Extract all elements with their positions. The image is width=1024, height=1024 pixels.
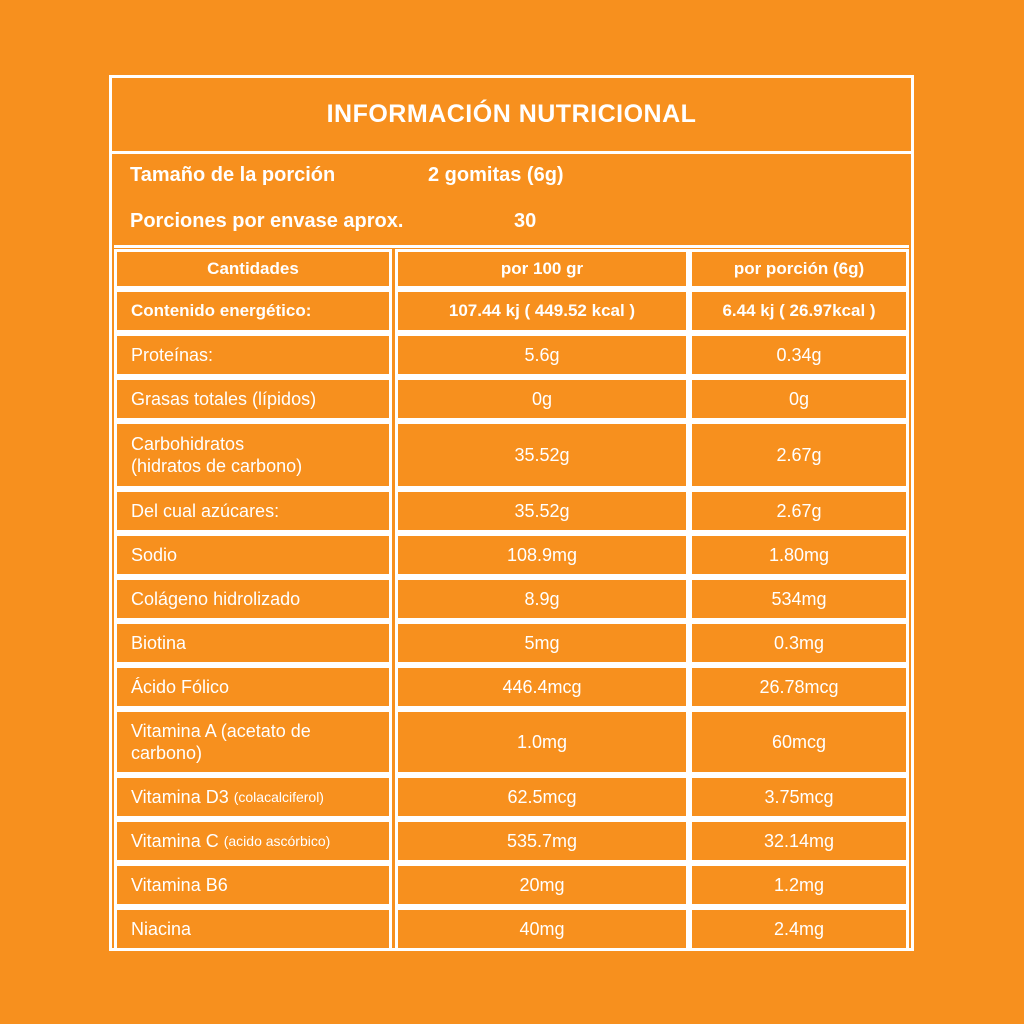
nutrient-label	[114, 621, 392, 665]
nutrient-label-text: Ácido Fólico	[131, 676, 230, 697]
nutrient-per-serving: 2.67g	[689, 489, 909, 533]
serving-info	[114, 154, 909, 248]
nutrient-label-text: Vitamina B6	[131, 874, 228, 895]
nutrient-per-100g: 35.52g	[395, 421, 689, 489]
nutrient-per-serving: 32.14mg	[689, 819, 909, 863]
header-cantidades: Cantidades	[114, 249, 392, 289]
nutrient-per-100g: 535.7mg	[395, 819, 689, 863]
nutrient-per-serving: 0.3mg	[689, 621, 909, 665]
nutrient-label-note: (acido ascórbico)	[223, 833, 331, 849]
header-per-serving: por porción (6g)	[689, 249, 909, 289]
nutrient-label	[114, 333, 392, 377]
nutrient-per-100g: 62.5mcg	[395, 775, 689, 819]
nutrient-label	[114, 577, 392, 621]
nutrient-label-text: Colágeno hidrolizado	[131, 588, 301, 609]
nutrient-label-text: Vitamina C	[131, 830, 224, 851]
nutrient-per-100g: 8.9g	[395, 577, 689, 621]
header-per-100g: por 100 gr	[395, 249, 689, 289]
nutrient-per-100g: 5.6g	[395, 333, 689, 377]
nutrient-label-text: Del cual azúcares:	[131, 500, 280, 521]
nutrient-label-text: Sodio	[131, 544, 178, 565]
nutrient-per-100g: 40mg	[395, 907, 689, 951]
nutrient-per-serving: 0g	[689, 377, 909, 421]
nutrient-label	[114, 421, 392, 489]
nutrient-label	[114, 819, 392, 863]
serving-size-label: Tamaño de la porción	[130, 164, 336, 186]
nutrient-label-text: Proteínas:	[131, 344, 214, 365]
nutrient-label-line1: Vitamina A (acetato de	[131, 721, 311, 741]
nutrient-label-line2: (hidratos de carbono)	[131, 456, 303, 476]
nutrient-per-100g: 108.9mg	[395, 533, 689, 577]
nutrient-label-line2: carbono)	[131, 743, 203, 763]
servings-per-container-label: Porciones por envase aprox.	[130, 210, 404, 232]
serving-size-value: 2 gomitas (6g)	[428, 164, 564, 186]
nutrient-label	[114, 907, 392, 951]
nutrient-per-100g: 5mg	[395, 621, 689, 665]
nutrient-per-serving: 1.80mg	[689, 533, 909, 577]
nutrient-label-text: Vitamina D3	[131, 786, 234, 807]
servings-per-container-value: 30	[514, 210, 537, 232]
energy-per-100g: 107.44 kj ( 449.52 kcal )	[395, 289, 689, 333]
nutrient-label	[114, 489, 392, 533]
nutrient-label	[114, 709, 392, 775]
nutrient-per-serving: 3.75mcg	[689, 775, 909, 819]
nutrient-per-serving: 534mg	[689, 577, 909, 621]
nutrient-per-serving: 2.67g	[689, 421, 909, 489]
nutrient-label-note: (colacalciferol)	[233, 789, 324, 805]
nutrient-per-serving: 2.4mg	[689, 907, 909, 951]
nutrient-label	[114, 665, 392, 709]
nutrient-per-serving: 0.34g	[689, 333, 909, 377]
nutrient-per-100g: 0g	[395, 377, 689, 421]
nutrient-per-serving: 26.78mcg	[689, 665, 909, 709]
nutrient-label	[114, 863, 392, 907]
energy-label: Contenido energético:	[114, 289, 392, 333]
nutrient-per-100g: 446.4mcg	[395, 665, 689, 709]
nutrient-per-serving: 1.2mg	[689, 863, 909, 907]
nutrition-facts-panel	[109, 75, 914, 951]
energy-per-serving: 6.44 kj ( 26.97kcal )	[689, 289, 909, 333]
nutrient-per-100g: 35.52g	[395, 489, 689, 533]
nutrient-label	[114, 533, 392, 577]
nutrient-per-100g: 1.0mg	[395, 709, 689, 775]
nutrient-label-text: Niacina	[131, 918, 192, 939]
nutrient-per-serving: 60mcg	[689, 709, 909, 775]
nutrient-per-100g: 20mg	[395, 863, 689, 907]
nutrient-label-text: Grasas totales (lípidos)	[131, 388, 317, 409]
nutrient-label-text: Biotina	[131, 632, 187, 653]
nutrient-label	[114, 377, 392, 421]
nutrient-label-line1: Carbohidratos	[131, 434, 245, 454]
nutrient-label	[114, 775, 392, 819]
panel-title: INFORMACIÓN NUTRICIONAL	[112, 78, 911, 154]
